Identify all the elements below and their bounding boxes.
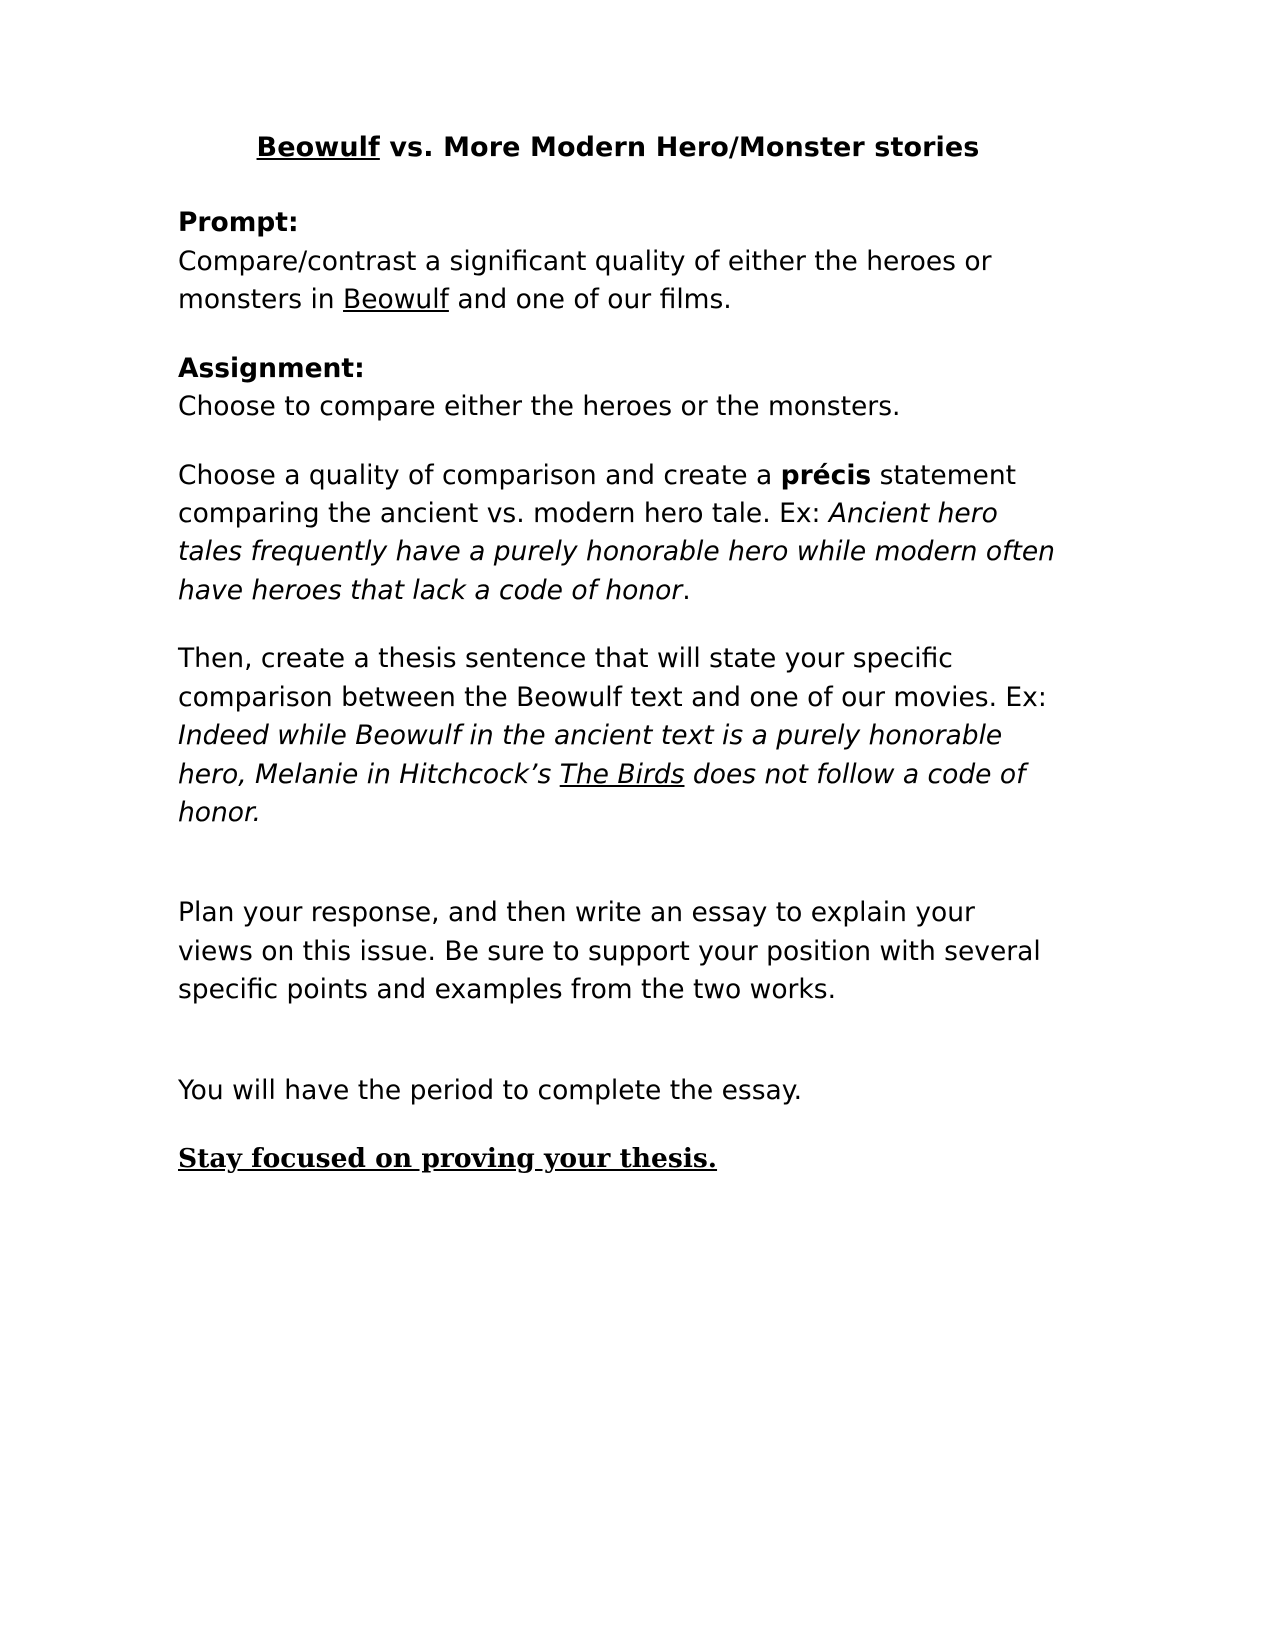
thesis-italic-part1: Indeed while Beowulf in the ancient text is a purely honorable hero, Melanie in Hitchcock’s	[178, 720, 1003, 790]
spacer	[178, 610, 1058, 640]
prompt-label: Prompt	[178, 207, 288, 239]
assignment-label: Assignment	[178, 352, 355, 384]
page-title-underlined-word: Beowulf	[256, 132, 380, 163]
closing-note: Stay focused on proving your thesis.	[178, 1143, 718, 1175]
prompt-text-after: and one of our films.	[448, 284, 732, 316]
prompt-text-underlined: Beowulf	[343, 284, 449, 316]
thesis-italic-part2: does not follow a code of honor.	[178, 758, 1026, 828]
spacer	[178, 1010, 1058, 1072]
assignment-text: Choose to compare either the heroes or the monsters.	[178, 391, 901, 423]
spacer	[178, 320, 1058, 350]
spacer	[178, 1110, 1058, 1140]
thesis-paragraph	[178, 640, 1058, 832]
assignment-label-colon: :	[354, 352, 365, 384]
precis-example-italic: Ancient hero tales frequently have a purely honorable hero while modern often have heroes that lack a code of honor	[178, 497, 1055, 606]
precis-bold-word: précis	[780, 459, 872, 491]
prompt-label-colon: :	[287, 207, 299, 239]
thesis-part1: Then, create a thesis sentence that will state your specific comparison between the Beowulf text and one of our movies. Ex:	[178, 643, 1047, 713]
precis-part3: .	[682, 574, 691, 606]
precis-part2: statement comparing the ancient vs. modern hero tale. Ex:	[178, 459, 1017, 529]
spacer	[178, 832, 1058, 894]
prompt-section	[178, 204, 1058, 319]
plan-paragraph: Plan your response, and then write an essay to explain your views on this issue. Be sure to support your position with several specific points and examples from the two works.	[178, 897, 1041, 1006]
page-title	[178, 130, 1058, 166]
time-paragraph: You will have the period to complete the essay.	[178, 1074, 803, 1106]
page-title-rest: vs. More Modern Hero/Monster stories	[379, 132, 980, 163]
assignment-section	[178, 350, 1058, 427]
precis-part1: Choose a quality of comparison and create a	[178, 459, 781, 491]
spacer	[178, 427, 1058, 457]
document-body	[178, 130, 1058, 1178]
spacer	[178, 166, 1058, 204]
precis-paragraph	[178, 457, 1058, 611]
prompt-text-before: Compare/contrast a significant quality of either the heroes or monsters in	[178, 245, 992, 316]
thesis-italic-underlined-title: The Birds	[559, 758, 685, 790]
